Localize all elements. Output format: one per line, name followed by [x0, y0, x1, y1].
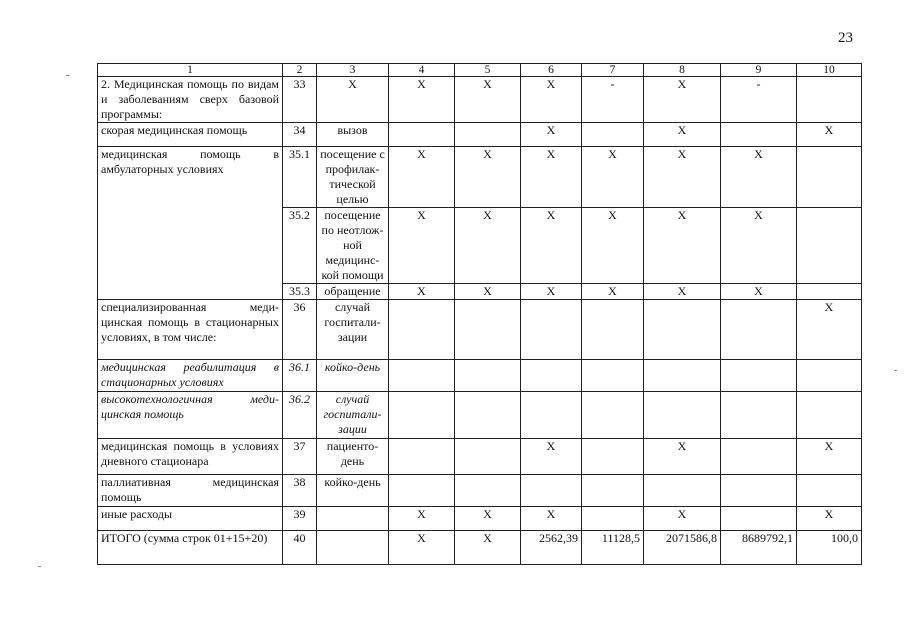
unit-cell: пациенто-день — [317, 439, 389, 475]
value-cell: 2562,39 — [521, 531, 582, 565]
value-cell — [455, 475, 521, 507]
row-number: 36.1 — [283, 360, 317, 392]
unit-cell: койко-день — [317, 360, 389, 392]
row-name: специализированная меди-цинская помощь в стационарных условиях, в том числе: — [98, 300, 283, 360]
value-cell — [797, 77, 862, 123]
header-cell: 8 — [644, 64, 721, 77]
header-cell: 6 — [521, 64, 582, 77]
value-cell — [797, 147, 862, 208]
unit-cell: случай госпитали-зации — [317, 392, 389, 439]
table-row — [98, 77, 862, 123]
value-cell — [521, 360, 582, 392]
value-cell — [582, 475, 644, 507]
value-cell — [797, 360, 862, 392]
value-cell — [582, 300, 644, 360]
scan-speck — [38, 566, 41, 567]
row-name: 2. Медицинская помощь по видам и заболеваниям сверх базовой программы: — [98, 77, 283, 123]
value-cell — [721, 392, 797, 439]
row-number: 33 — [283, 77, 317, 123]
value-cell: Х — [521, 439, 582, 475]
value-cell — [644, 360, 721, 392]
header-cell: 5 — [455, 64, 521, 77]
scan-speck — [894, 370, 897, 371]
value-cell — [721, 300, 797, 360]
row-name: высокотехнологичная меди-цинская помощь — [98, 392, 283, 439]
value-cell — [644, 392, 721, 439]
value-cell: Х — [797, 300, 862, 360]
value-cell: Х — [644, 147, 721, 208]
value-cell: Х — [644, 208, 721, 284]
value-cell: Х — [389, 208, 455, 284]
value-cell: Х — [521, 123, 582, 147]
value-cell — [797, 208, 862, 284]
value-cell: Х — [582, 147, 644, 208]
unit-cell: Х — [317, 77, 389, 123]
value-cell: Х — [455, 507, 521, 531]
value-cell: Х — [644, 507, 721, 531]
value-cell: Х — [521, 507, 582, 531]
page-number: 23 — [838, 30, 853, 46]
row-name: скорая медицинская помощь — [98, 123, 283, 147]
table-row — [98, 507, 862, 531]
table-row — [98, 300, 862, 360]
unit-cell: случай госпитали-зации — [317, 300, 389, 360]
row-number: 38 — [283, 475, 317, 507]
row-number: 40 — [283, 531, 317, 565]
header-cell: 3 — [317, 64, 389, 77]
row-name: медицинская помощь в условиях дневного стационара — [98, 439, 283, 475]
value-cell: Х — [644, 284, 721, 300]
value-cell — [521, 392, 582, 439]
value-cell: Х — [455, 147, 521, 208]
header-cell: 1 — [98, 64, 283, 77]
value-cell: Х — [582, 208, 644, 284]
value-cell: Х — [455, 77, 521, 123]
table-row — [98, 392, 862, 439]
header-cell: 2 — [283, 64, 317, 77]
value-cell — [721, 475, 797, 507]
header-cell: 7 — [582, 64, 644, 77]
value-cell: Х — [455, 531, 521, 565]
row-number: 35.3 — [283, 284, 317, 300]
table-row — [98, 147, 862, 208]
value-cell: Х — [521, 284, 582, 300]
table-row — [98, 360, 862, 392]
value-cell: 11128,5 — [582, 531, 644, 565]
unit-cell: посещение по неотлож-ной медицинс-кой помощи — [317, 208, 389, 284]
value-cell — [797, 475, 862, 507]
value-cell: Х — [521, 208, 582, 284]
unit-cell: койко-день — [317, 475, 389, 507]
value-cell — [389, 123, 455, 147]
tariff-table — [97, 63, 862, 565]
row-number: 35.2 — [283, 208, 317, 284]
value-cell: Х — [455, 208, 521, 284]
row-number: 35.1 — [283, 147, 317, 208]
value-cell — [389, 392, 455, 439]
value-cell: - — [721, 77, 797, 123]
row-name: паллиативная медицинская помощь — [98, 475, 283, 507]
header-cell: 4 — [389, 64, 455, 77]
value-cell: Х — [797, 439, 862, 475]
value-cell — [389, 439, 455, 475]
value-cell — [521, 475, 582, 507]
value-cell: Х — [721, 284, 797, 300]
header-cell: 10 — [797, 64, 862, 77]
value-cell — [797, 392, 862, 439]
header-cell: 9 — [721, 64, 797, 77]
unit-cell: обращение — [317, 284, 389, 300]
table-row — [98, 123, 862, 147]
value-cell — [644, 475, 721, 507]
value-cell — [644, 300, 721, 360]
unit-cell — [317, 531, 389, 565]
value-cell — [721, 360, 797, 392]
value-cell — [721, 507, 797, 531]
value-cell — [389, 360, 455, 392]
value-cell: 100,0 — [797, 531, 862, 565]
value-cell: Х — [644, 123, 721, 147]
table-row — [98, 439, 862, 475]
value-cell — [389, 475, 455, 507]
value-cell: Х — [389, 147, 455, 208]
row-name: медицинская реабилитация в стационарных условиях — [98, 360, 283, 392]
row-number: 37 — [283, 439, 317, 475]
row-number: 36 — [283, 300, 317, 360]
value-cell: Х — [644, 77, 721, 123]
value-cell — [455, 123, 521, 147]
value-cell — [721, 123, 797, 147]
value-cell: Х — [644, 439, 721, 475]
row-number: 36.2 — [283, 392, 317, 439]
row-number: 34 — [283, 123, 317, 147]
row-number: 39 — [283, 507, 317, 531]
value-cell — [455, 300, 521, 360]
value-cell — [582, 507, 644, 531]
scan-speck — [66, 75, 69, 76]
table-row — [98, 531, 862, 565]
value-cell: - — [582, 77, 644, 123]
unit-cell — [317, 507, 389, 531]
value-cell: Х — [721, 208, 797, 284]
header-row — [98, 64, 862, 77]
value-cell — [582, 439, 644, 475]
value-cell — [582, 360, 644, 392]
value-cell — [582, 123, 644, 147]
row-name: иные расходы — [98, 507, 283, 531]
value-cell — [389, 300, 455, 360]
value-cell — [455, 392, 521, 439]
unit-cell: посещение с профилак-тической целью — [317, 147, 389, 208]
value-cell: 8689792,1 — [721, 531, 797, 565]
value-cell: Х — [797, 123, 862, 147]
table-row — [98, 475, 862, 507]
value-cell: 2071586,8 — [644, 531, 721, 565]
row-name: медицинская помощь в амбулаторных условиях — [98, 147, 283, 300]
value-cell: Х — [797, 507, 862, 531]
value-cell: Х — [521, 147, 582, 208]
row-name: ИТОГО (сумма строк 01+15+20) — [98, 531, 283, 565]
value-cell: Х — [721, 147, 797, 208]
value-cell: Х — [455, 284, 521, 300]
value-cell: Х — [389, 77, 455, 123]
value-cell — [797, 284, 862, 300]
value-cell — [721, 439, 797, 475]
value-cell — [455, 439, 521, 475]
value-cell — [455, 360, 521, 392]
value-cell: Х — [389, 284, 455, 300]
value-cell — [582, 392, 644, 439]
value-cell: Х — [389, 507, 455, 531]
value-cell: Х — [521, 77, 582, 123]
value-cell: Х — [582, 284, 644, 300]
unit-cell: вызов — [317, 123, 389, 147]
value-cell: Х — [389, 531, 455, 565]
value-cell — [521, 300, 582, 360]
